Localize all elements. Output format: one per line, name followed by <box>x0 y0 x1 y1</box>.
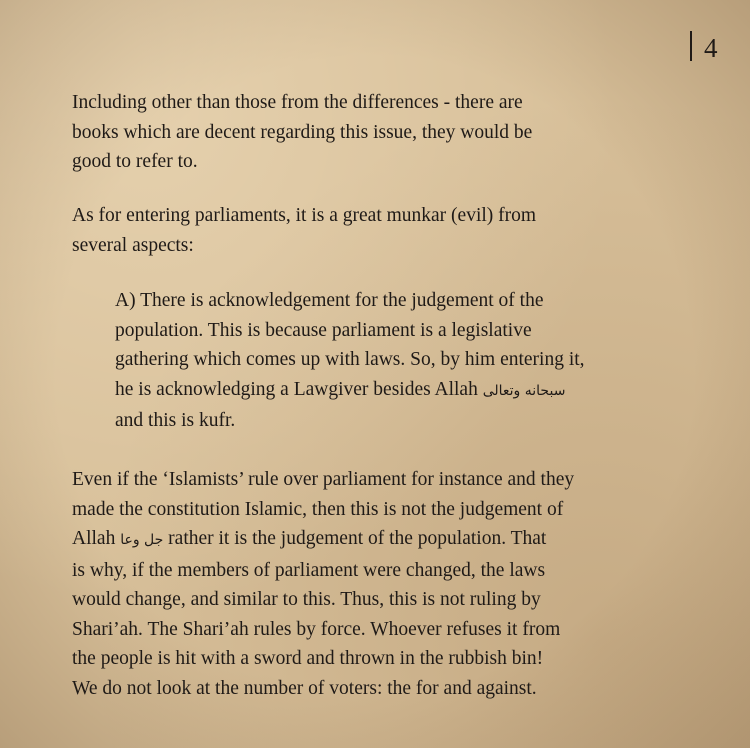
text-line: Including other than those from the differences - there are <box>72 92 523 113</box>
paragraph-islamists <box>72 465 718 703</box>
text-segment: Allah <box>72 528 121 549</box>
text-line: several aspects: <box>72 234 194 256</box>
text-line: We do not look at the number of voters: the for and against. <box>72 677 537 699</box>
text-line: is why, if the members of parliament were changed, the laws <box>72 559 546 581</box>
text-line: and this is kufr. <box>115 410 236 431</box>
text-line: made the constitution Islamic, then this is not the judgement of <box>72 498 564 520</box>
text-line: books which are decent regarding this issue, they would be <box>72 121 533 143</box>
text-line: good to refer to. <box>72 151 198 172</box>
text-line: would change, and similar to this. Thus, this is not ruling by <box>72 589 541 610</box>
arabic-honorific: سبحانه وتعالى <box>482 382 566 399</box>
paragraph-point-a <box>115 286 718 436</box>
text-segment: he is acknowledging a Lawgiver besides Allah <box>115 378 483 400</box>
paragraph-differences <box>72 88 718 177</box>
paragraph-parliaments <box>72 201 718 260</box>
page-number <box>690 28 718 68</box>
text-line <box>72 524 718 556</box>
text-segment: rather it is the judgement of the population. That <box>163 528 547 549</box>
text-line: As for entering parliaments, it is a great munkar (evil) from <box>72 205 537 226</box>
text-line: population. This is because parliament is a legislative <box>115 319 532 341</box>
text-line <box>115 375 718 407</box>
text-line: gathering which comes up with laws. So, by him entering it, <box>115 349 585 370</box>
arabic-honorific: جل وعا <box>120 532 164 548</box>
text-line: Even if the ‘Islamists’ rule over parliament for instance and they <box>72 469 575 490</box>
page-number-value: 4 <box>704 33 718 63</box>
page-number-divider <box>690 31 692 61</box>
text-line: the people is hit with a sword and thrown in the rubbish bin! <box>72 648 544 669</box>
text-line: Shari’ah. The Shari’ah rules by force. Whoever refuses it from <box>72 618 561 640</box>
text-line: A) There is acknowledgement for the judgement of the <box>115 290 544 311</box>
